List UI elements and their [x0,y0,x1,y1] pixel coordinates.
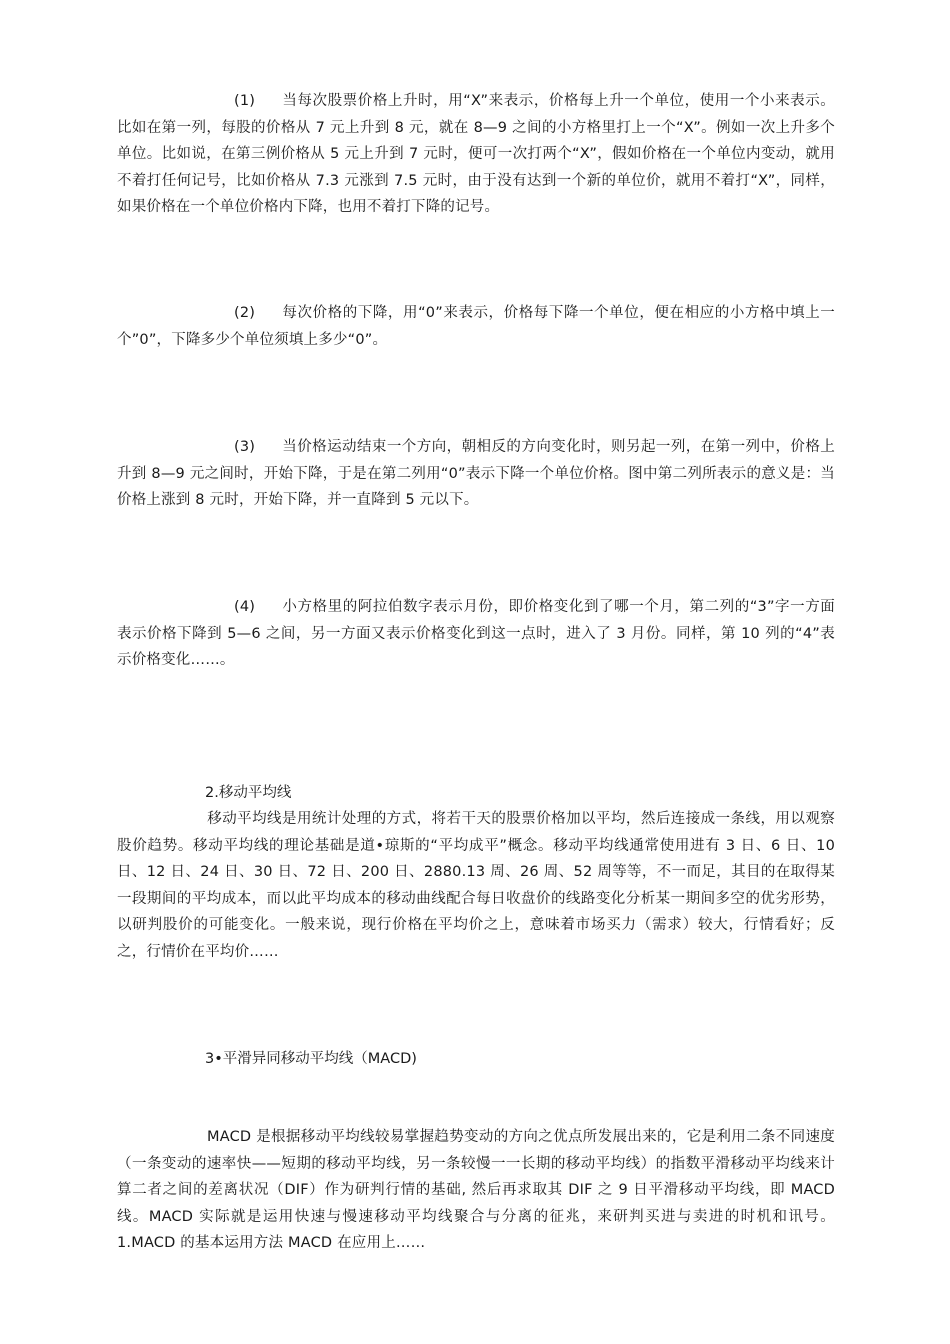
point-3-number: (3) [234,439,256,455]
section-2-heading: 2.移动平均线 [205,785,292,801]
point-4-number: (4) [234,599,256,615]
point-1-text: 当每次股票价格上升时，用“X”来表示，价格每上升一个单位，使用一个小来表示。比如在第一列，每股的价格从 7 元上升到 8 元，就在 8—9 之间的小方格里打上一个“X”。例如一次上升多个单位。比如说，在第三例价格从 5 元上升到 7 元时，便可一次打两个“X”，假如价格在一个单位内变动，就用不着打任何记号，比如价格从 7.3 元涨到 7.5 元时，由于没有达到一个新的单位价，就用不着打“X”，同样，如果价格在一个单位价格内下降，也用不着打下降的记号。 [117,93,835,215]
section-3-text: MACD 是根据移动平均线较易掌握趋势变动的方向之优点所发展出来的，它是利用二条不同速度（一条变动的速率快——短期的移动平均线，另一条较慢一一长期的移动平均线）的指数平滑移动平均线来计算二者之间的差离状况（DIF）作为研判行情的基础, 然后再求取其 DIF 之 9 日平滑移动平均线，即 MACD 线。MACD 实际就是运用快速与慢速移动平均线聚合与分离的征兆，来研判买进与卖进的时机和讯号。1.MACD 的基本运用方法 MACD 在应用上…… [117,1129,835,1251]
section-3-heading: 3•平滑异同移动平均线（MACD) [205,1051,417,1067]
point-2-text: 每次价格的下降，用“0”来表示，价格每下降一个单位，便在相应的小方格中填上一个”0”，下降多少个单位须填上多少“0”。 [117,305,835,348]
section-3-paragraph [117,1124,835,1257]
point-1-paragraph [117,88,835,221]
point-3-text: 当价格运动结束一个方向，朝相反的方向变化时，则另起一列，在第一列中，价格上升到 8—9 元之间时，开始下降，于是在第二列用“0”表示下降一个单位价格。图中第二列所表示的意义是：当价格上涨到 8 元时，开始下降，并一直降到 5 元以下。 [117,439,835,508]
point-4-text: 小方格里的阿拉伯数字表示月份，即价格变化到了哪一个月，第二列的“3”字一方面表示价格下降到 5—6 之间，另一方面又表示价格变化到这一点时，进入了 3 月份。同样，第 10 列的“4”表示价格变化……。 [117,599,835,668]
point-1-number: (1) [234,93,256,109]
point-3-paragraph [117,434,835,514]
point-2-paragraph [117,300,835,353]
section-2-paragraph [117,806,835,965]
point-2-number: (2) [234,305,256,321]
section-2-text: 移动平均线是用统计处理的方式，将若干天的股票价格加以平均，然后连接成一条线，用以观察股价趋势。移动平均线的理论基础是道•琼斯的“平均成平”概念。移动平均线通常使用进有 3 日、6 日、10 日、12 日、24 日、30 日、72 日、200 日、2880.13 周、26 周、52 周等等，不一而足，其目的在取得某一段期间的平均成本，而以此平均成本的移动曲线配合每日收盘价的线路变化分析某一期间多空的优劣形势，以研判股价的可能变化。一般来说，现行价格在平均价之上，意味着市场买力（需求）较大，行情看好；反之，行情价在平均价…… [117,811,835,960]
point-4-paragraph [117,594,835,674]
